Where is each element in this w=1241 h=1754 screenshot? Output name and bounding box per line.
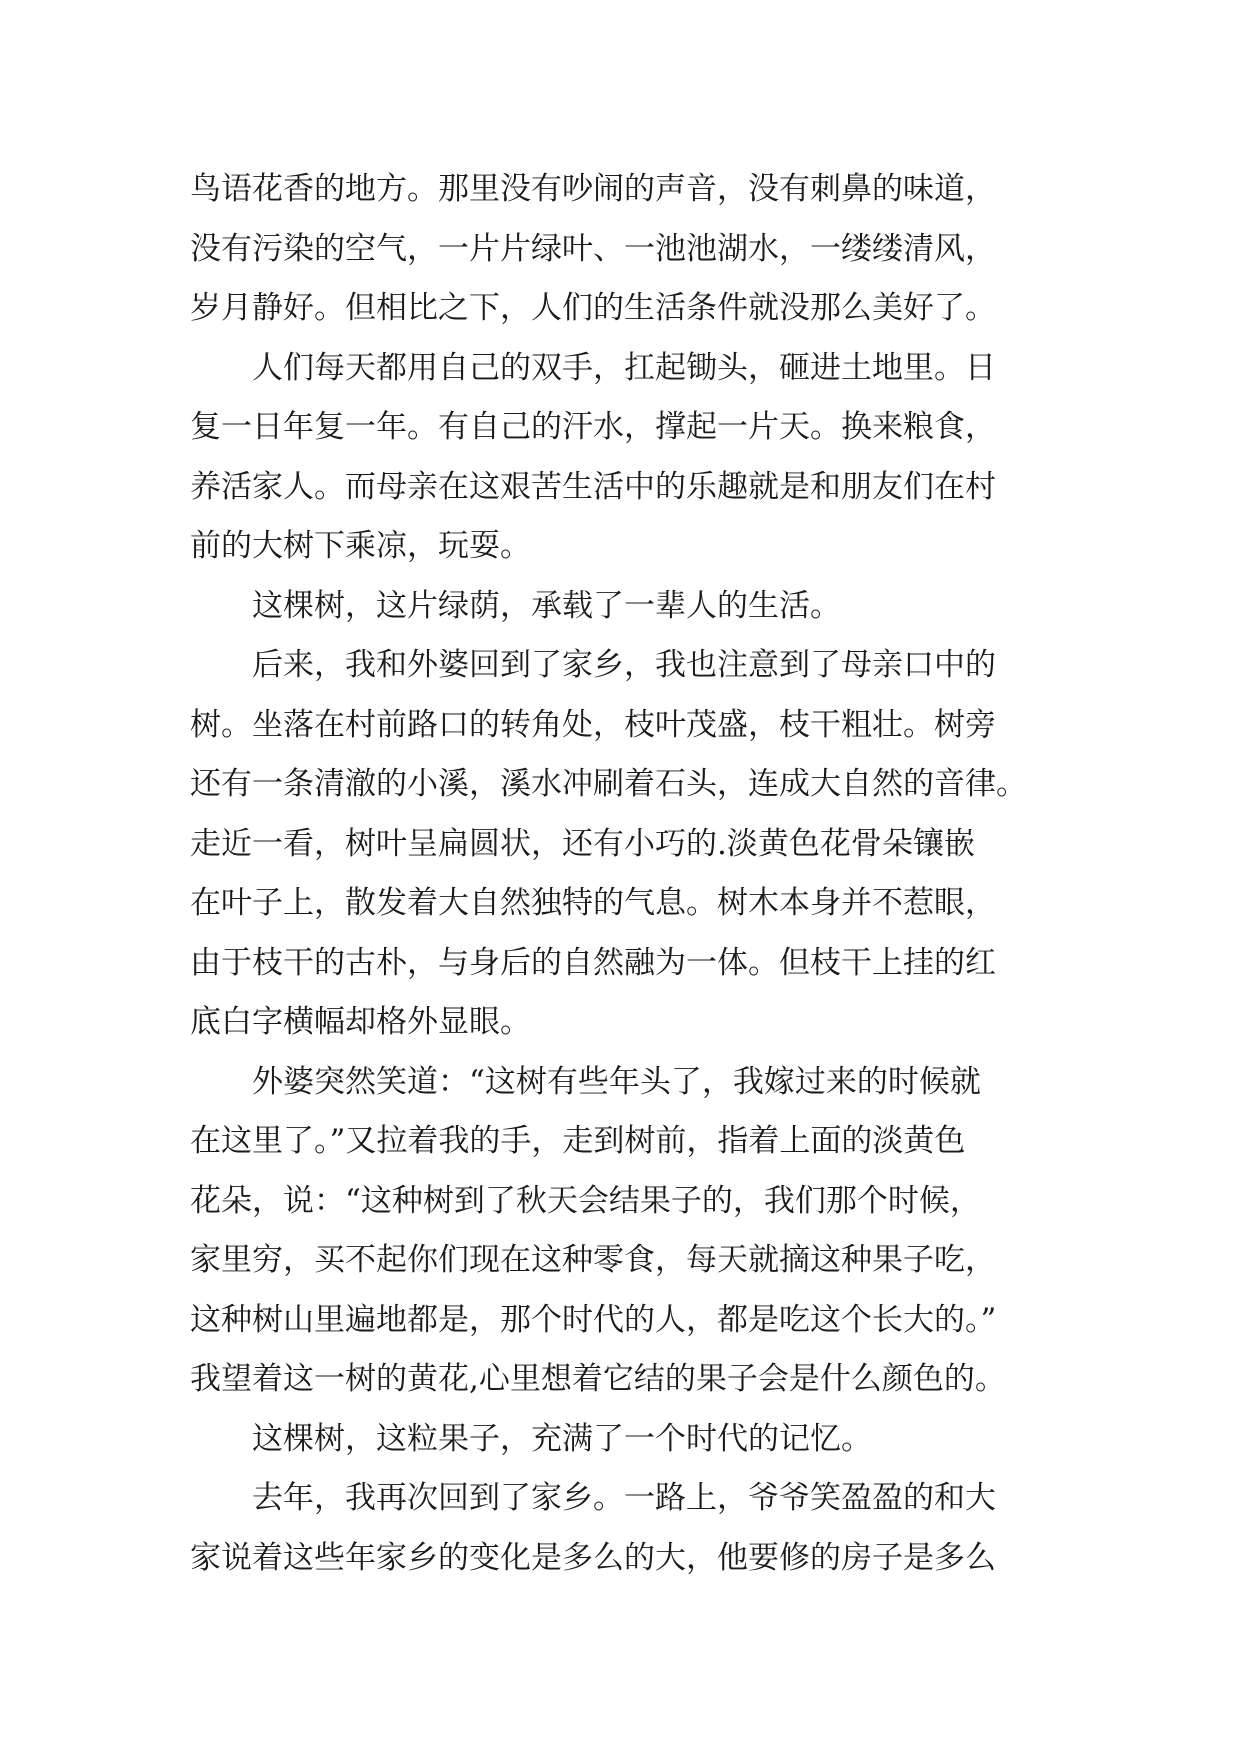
text-line: 走近一看，树叶呈扁圆状，还有小巧的.淡黄色花骨朵镶嵌	[190, 825, 975, 862]
text-line: 岁月静好。但相比之下，人们的生活条件就没那么美好了。	[190, 290, 996, 326]
text-line: 这种树山里遍地都是，那个时代的人，都是吃这个长大的。”	[190, 1301, 997, 1338]
text-line: 人们每天都用自己的双手，扛起锄头，砸进土地里。日	[190, 349, 996, 386]
text-line: 外婆突然笑道：“这树有些年头了，我嫁过来的时候就	[190, 1063, 981, 1100]
document-body-text	[190, 160, 1070, 1588]
text-line: 家说着这些年家乡的变化是多么的大，他要修的房子是多么	[190, 1539, 996, 1576]
text-line: 还有一条清澈的小溪，溪水冲刷着石头，连成大自然的音律。	[190, 766, 1027, 802]
text-line: 家里穷，买不起你们现在这种零食，每天就摘这种果子吃，	[190, 1242, 996, 1278]
text-line: 在叶子上，散发着大自然独特的气息。树木本身并不惹眼，	[190, 885, 996, 921]
text-line: 由于枝干的古朴，与身后的自然融为一体。但枝干上挂的红	[190, 944, 996, 981]
text-line: 后来，我和外婆回到了家乡，我也注意到了母亲口中的	[190, 647, 996, 683]
text-line: 这棵树，这粒果子，充满了一个时代的记忆。	[190, 1420, 872, 1457]
text-line: 我望着这一树的黄花,心里想着它结的果子会是什么颜色的。	[190, 1361, 1006, 1397]
text-line: 复一日年复一年。有自己的汗水，撑起一片天。换来粮食，	[190, 409, 996, 445]
text-line: 养活家人。而母亲在这艰苦生活中的乐趣就是和朋友们在村	[190, 468, 996, 505]
text-line: 底白字横幅却格外显眼。	[190, 1004, 531, 1040]
text-line: 这棵树，这片绿荫，承载了一辈人的生活。	[190, 587, 841, 624]
text-line: 去年，我再次回到了家乡。一路上，爷爷笑盈盈的和大	[190, 1480, 996, 1516]
text-line: 树。坐落在村前路口的转角处，枝叶茂盛，枝干粗壮。树旁	[190, 706, 996, 743]
text-line: 在这里了。”又拉着我的手，走到树前，指着上面的淡黄色	[190, 1123, 966, 1159]
text-line: 花朵，说：“这种树到了秋天会结果子的，我们那个时候，	[190, 1182, 981, 1219]
text-line: 鸟语花香的地方。那里没有吵闹的声音，没有刺鼻的味道，	[190, 171, 996, 207]
text-line: 前的大树下乘凉，玩耍。	[190, 528, 531, 564]
text-line: 没有污染的空气，一片片绿叶、一池池湖水，一缕缕清风，	[190, 230, 996, 267]
